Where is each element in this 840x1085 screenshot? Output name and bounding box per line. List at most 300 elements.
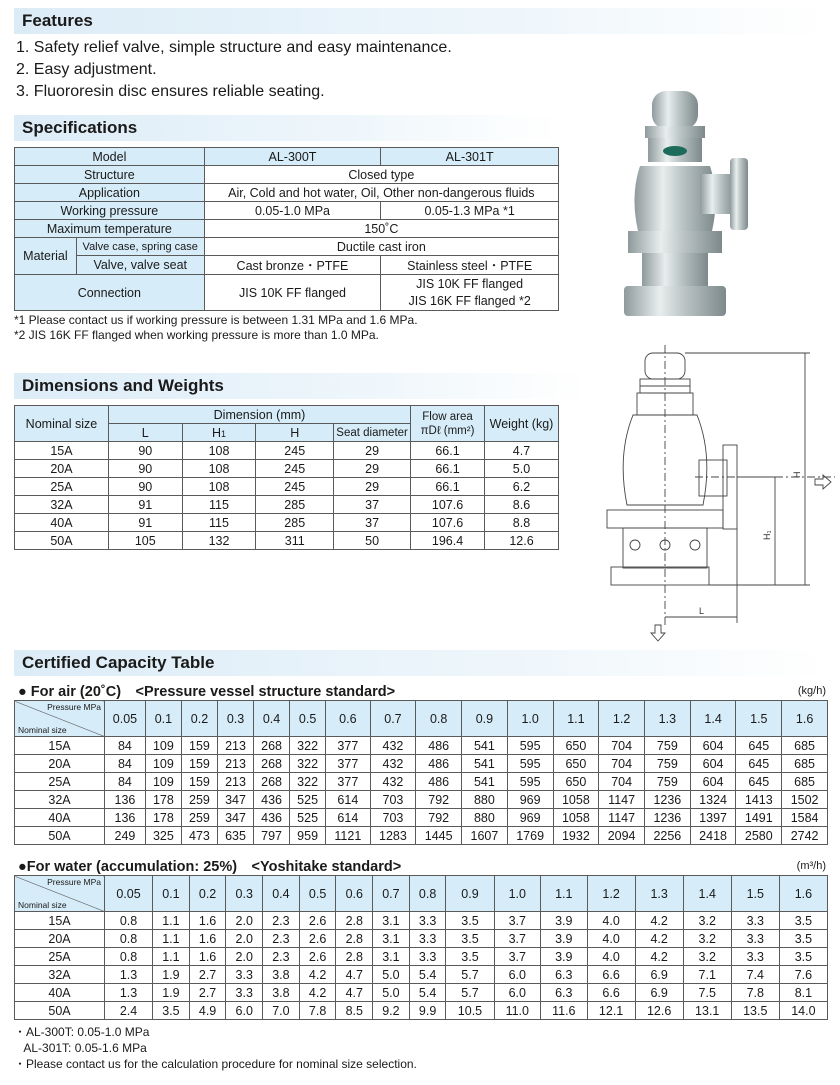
spec-connection-b1: JIS 10K FF flanged	[416, 276, 524, 291]
air-cell: 268	[254, 737, 290, 755]
water-cell: 3.8	[263, 984, 300, 1002]
air-cell: 2256	[644, 827, 690, 845]
air-cell: 704	[599, 755, 645, 773]
air-cell: 2580	[736, 827, 782, 845]
water-cell: 0.8	[105, 912, 153, 930]
water-cell: 13.5	[731, 1002, 779, 1020]
spec-maxtemp-value: 150˚C	[204, 220, 558, 238]
spec-connection-a: JIS 10K FF flanged	[204, 275, 381, 311]
air-pressure-header: 0.05	[105, 701, 146, 737]
water-cell: 7.8	[731, 984, 779, 1002]
water-cell: 2.0	[226, 912, 263, 930]
water-pressure-header: 1.0	[494, 876, 541, 912]
water-cell: 3.7	[494, 930, 541, 948]
valve-photo	[600, 86, 760, 336]
water-cell: 3.5	[446, 948, 494, 966]
spec-application-label: Application	[15, 184, 205, 202]
dim-cell: 196.4	[411, 532, 485, 550]
dim-cell: 8.6	[484, 496, 558, 514]
air-cell: 1491	[736, 809, 782, 827]
dim-col-L: L	[108, 424, 182, 442]
dim-cell: 245	[256, 442, 334, 460]
dim-cell: 29	[334, 442, 411, 460]
spec-case-value: Ductile cast iron	[204, 238, 558, 256]
dim-cell: 285	[256, 496, 334, 514]
water-cell: 3.2	[683, 930, 731, 948]
water-pressure-header: 0.7	[373, 876, 410, 912]
water-cell: 11.0	[494, 1002, 541, 1020]
water-cell: 8.1	[779, 984, 827, 1002]
dim-row	[15, 478, 559, 496]
dim-row-size: 25A	[15, 478, 109, 496]
water-pressure-header: 1.4	[683, 876, 731, 912]
feature-item-1: 1. Safety relief valve, simple structure and easy maintenance.	[16, 39, 452, 56]
water-cell: 3.2	[683, 948, 731, 966]
water-subheading: ●For water (accumulation: 25%) <Yoshitake standard>	[18, 859, 402, 875]
air-row	[15, 827, 828, 845]
water-cell: 6.9	[635, 984, 683, 1002]
air-row-size: 50A	[15, 827, 105, 845]
air-row	[15, 773, 828, 791]
air-cell: 432	[370, 755, 416, 773]
water-cell: 1.9	[153, 966, 190, 984]
water-cell: 6.6	[587, 966, 635, 984]
dim-col-H1	[182, 424, 256, 442]
dim-cell: 90	[108, 442, 182, 460]
air-cell: 436	[254, 791, 290, 809]
dim-cell: 66.1	[411, 478, 485, 496]
air-cell: 159	[181, 755, 217, 773]
air-row-size: 32A	[15, 791, 105, 809]
water-capacity-table	[14, 875, 828, 1020]
water-cell: 2.6	[299, 948, 336, 966]
air-pressure-header: 1.1	[553, 701, 599, 737]
water-cell: 3.2	[683, 912, 731, 930]
dim-cell: 245	[256, 460, 334, 478]
air-cell: 2742	[782, 827, 828, 845]
water-cell: 1.6	[189, 948, 226, 966]
air-cell: 635	[217, 827, 253, 845]
dim-cell: 90	[108, 460, 182, 478]
air-cell: 84	[105, 773, 146, 791]
dim-cell: 50	[334, 532, 411, 550]
air-pressure-header: 0.5	[290, 701, 326, 737]
dim-cell: 91	[108, 514, 182, 532]
air-pressure-header: 1.6	[782, 701, 828, 737]
water-cell: 1.6	[189, 912, 226, 930]
dim-cell: 311	[256, 532, 334, 550]
water-cell: 6.3	[541, 966, 588, 984]
features-heading: Features	[14, 8, 829, 34]
dim-row-size: 50A	[15, 532, 109, 550]
water-cell: 5.7	[446, 984, 494, 1002]
water-cell: 7.0	[263, 1002, 300, 1020]
water-cell: 3.7	[494, 912, 541, 930]
air-cell: 1058	[553, 809, 599, 827]
air-cell: 322	[290, 773, 326, 791]
water-cell: 4.0	[587, 948, 635, 966]
air-cell: 1058	[553, 791, 599, 809]
air-cell: 1445	[416, 827, 462, 845]
spec-connection-label: Connection	[15, 275, 205, 311]
dim-cell: 107.6	[411, 514, 485, 532]
dim-col-H: H	[256, 424, 334, 442]
air-cell: 969	[507, 809, 553, 827]
air-pressure-header: 0.2	[181, 701, 217, 737]
water-cell: 2.3	[263, 948, 300, 966]
dim-cell: 285	[256, 514, 334, 532]
drawing-label-H: H	[792, 471, 802, 478]
air-cell: 473	[181, 827, 217, 845]
spec-material-label: Material	[15, 238, 77, 275]
spec-structure-value: Closed type	[204, 166, 558, 184]
dimensions-table	[14, 405, 559, 550]
air-cell: 2418	[690, 827, 736, 845]
water-cell: 3.3	[731, 930, 779, 948]
dim-cell: 37	[334, 496, 411, 514]
dim-col-H1-main: H	[211, 425, 222, 440]
air-cell: 759	[644, 755, 690, 773]
dim-cell: 115	[182, 514, 256, 532]
air-cell: 109	[145, 737, 181, 755]
air-cell: 377	[326, 737, 370, 755]
spec-model-label: Model	[15, 148, 205, 166]
air-cell: 432	[370, 737, 416, 755]
air-cell: 1769	[507, 827, 553, 845]
water-cell: 1.3	[105, 966, 153, 984]
air-cell: 685	[782, 773, 828, 791]
water-cell: 3.1	[373, 930, 410, 948]
footnote-1: ・AL-300T: 0.05-1.0 MPa	[14, 1025, 150, 1039]
air-cell: 650	[553, 755, 599, 773]
water-cell: 4.2	[299, 966, 336, 984]
air-cell: 614	[326, 791, 370, 809]
air-cell: 969	[507, 791, 553, 809]
dim-cell: 108	[182, 442, 256, 460]
footnote-3: ・Please contact us for the calculation procedure for nominal size selection.	[14, 1057, 417, 1071]
dim-col-seat: Seat diameter	[334, 424, 411, 442]
air-corner-nominal: Nominal size	[18, 725, 67, 735]
water-cell: 7.6	[779, 966, 827, 984]
water-cell: 0.8	[105, 948, 153, 966]
water-pressure-header: 0.5	[299, 876, 336, 912]
water-cell: 3.9	[541, 912, 588, 930]
water-cell: 3.5	[446, 930, 494, 948]
air-cell: 645	[736, 737, 782, 755]
dim-cell: 6.2	[484, 478, 558, 496]
specifications-heading: Specifications	[14, 115, 559, 141]
air-corner-pressure: Pressure MPa	[47, 702, 101, 712]
air-cell: 1502	[782, 791, 828, 809]
air-row-size: 40A	[15, 809, 105, 827]
air-cell: 614	[326, 809, 370, 827]
air-cell: 322	[290, 737, 326, 755]
water-cell: 4.2	[635, 912, 683, 930]
air-cell: 377	[326, 755, 370, 773]
spec-note-2: *2 JIS 16K FF flanged when working pressure is more than 1.0 MPa.	[14, 328, 379, 342]
spec-connection-b2: JIS 16K FF flanged *2	[408, 293, 531, 308]
water-cell: 1.6	[189, 930, 226, 948]
air-pressure-header: 0.3	[217, 701, 253, 737]
water-cell: 4.7	[336, 966, 373, 984]
water-pressure-header: 0.8	[409, 876, 446, 912]
air-cell: 2094	[599, 827, 645, 845]
capacity-heading: Certified Capacity Table	[14, 650, 829, 676]
air-pressure-header: 1.3	[644, 701, 690, 737]
air-cell: 1236	[644, 809, 690, 827]
water-cell: 4.2	[299, 984, 336, 1002]
dim-cell: 105	[108, 532, 182, 550]
air-pressure-header: 0.6	[326, 701, 370, 737]
dim-row-size: 40A	[15, 514, 109, 532]
air-row	[15, 755, 828, 773]
air-cell: 1413	[736, 791, 782, 809]
water-cell: 12.1	[587, 1002, 635, 1020]
air-cell: 759	[644, 773, 690, 791]
water-cell: 5.0	[373, 966, 410, 984]
water-cell: 11.6	[541, 1002, 588, 1020]
air-cell: 1932	[553, 827, 599, 845]
water-cell: 3.5	[779, 948, 827, 966]
water-pressure-header: 0.6	[336, 876, 373, 912]
dim-dimension-header: Dimension (mm)	[108, 406, 410, 424]
water-corner-nominal: Nominal size	[18, 900, 67, 910]
dim-cell: 108	[182, 460, 256, 478]
water-pressure-header: 0.2	[189, 876, 226, 912]
water-cell: 4.0	[587, 912, 635, 930]
water-cell: 13.1	[683, 1002, 731, 1020]
water-cell: 6.3	[541, 984, 588, 1002]
water-row-size: 50A	[15, 1002, 105, 1020]
water-cell: 2.3	[263, 912, 300, 930]
water-cell: 4.0	[587, 930, 635, 948]
dim-cell: 4.7	[484, 442, 558, 460]
air-cell: 1584	[782, 809, 828, 827]
air-cell: 880	[462, 809, 508, 827]
water-cell: 2.0	[226, 948, 263, 966]
water-cell: 2.7	[189, 984, 226, 1002]
dim-row-size: 15A	[15, 442, 109, 460]
spec-structure-label: Structure	[15, 166, 205, 184]
water-pressure-header: 0.1	[153, 876, 190, 912]
water-corner-cell	[15, 876, 105, 912]
water-cell: 5.4	[409, 984, 446, 1002]
water-cell: 5.4	[409, 966, 446, 984]
air-cell: 525	[290, 791, 326, 809]
water-cell: 3.5	[446, 912, 494, 930]
air-cell: 436	[254, 809, 290, 827]
air-cell: 178	[145, 791, 181, 809]
water-row	[15, 930, 828, 948]
air-cell: 347	[217, 809, 253, 827]
water-cell: 7.8	[299, 1002, 336, 1020]
air-cell: 1121	[326, 827, 370, 845]
air-cell: 259	[181, 791, 217, 809]
water-cell: 6.0	[494, 966, 541, 984]
water-cell: 3.7	[494, 948, 541, 966]
dim-row-size: 32A	[15, 496, 109, 514]
water-cell: 2.3	[263, 930, 300, 948]
dim-cell: 37	[334, 514, 411, 532]
water-cell: 3.5	[779, 930, 827, 948]
dim-cell: 132	[182, 532, 256, 550]
air-cell: 650	[553, 737, 599, 755]
water-cell: 6.0	[494, 984, 541, 1002]
air-cell: 109	[145, 773, 181, 791]
footnote-2: AL-301T: 0.05-1.6 MPa	[14, 1041, 147, 1055]
air-pressure-header: 0.8	[416, 701, 462, 737]
air-pressure-header: 1.5	[736, 701, 782, 737]
dim-cell: 90	[108, 478, 182, 496]
air-cell: 486	[416, 755, 462, 773]
air-cell: 704	[599, 737, 645, 755]
water-cell: 3.3	[731, 912, 779, 930]
air-row	[15, 791, 828, 809]
air-cell: 685	[782, 755, 828, 773]
drawing-label-H1: H₁	[762, 530, 772, 540]
air-cell: 136	[105, 809, 146, 827]
feature-item-2: 2. Easy adjustment.	[16, 61, 157, 78]
spec-maxtemp-label: Maximum temperature	[15, 220, 205, 238]
air-cell: 704	[599, 773, 645, 791]
water-cell: 5.7	[446, 966, 494, 984]
spec-seat-label: Valve, valve seat	[76, 256, 204, 275]
air-cell: 541	[462, 773, 508, 791]
air-row	[15, 737, 828, 755]
spec-case-label: Valve case, spring case	[76, 238, 204, 256]
water-cell: 2.4	[105, 1002, 153, 1020]
water-row-size: 25A	[15, 948, 105, 966]
air-pressure-header: 0.4	[254, 701, 290, 737]
air-cell: 1607	[462, 827, 508, 845]
air-cell: 136	[105, 791, 146, 809]
dim-flow-header	[411, 406, 485, 442]
water-cell: 1.3	[105, 984, 153, 1002]
air-cell: 1147	[599, 809, 645, 827]
water-cell: 2.6	[299, 930, 336, 948]
water-cell: 3.9	[541, 930, 588, 948]
water-pressure-header: 1.1	[541, 876, 588, 912]
water-row	[15, 1002, 828, 1020]
air-cell: 1283	[370, 827, 416, 845]
water-row	[15, 966, 828, 984]
spec-seat-a: Cast bronze・PTFE	[204, 256, 381, 275]
air-cell: 604	[690, 755, 736, 773]
air-row	[15, 809, 828, 827]
water-row-size: 32A	[15, 966, 105, 984]
dim-row	[15, 460, 559, 478]
water-cell: 4.2	[635, 948, 683, 966]
air-cell: 159	[181, 737, 217, 755]
air-cell: 347	[217, 791, 253, 809]
air-cell: 645	[736, 773, 782, 791]
air-cell: 178	[145, 809, 181, 827]
water-cell: 2.8	[336, 948, 373, 966]
air-cell: 604	[690, 737, 736, 755]
water-cell: 7.1	[683, 966, 731, 984]
specifications-table	[14, 147, 559, 311]
water-cell: 8.5	[336, 1002, 373, 1020]
water-cell: 4.2	[635, 930, 683, 948]
water-cell: 7.5	[683, 984, 731, 1002]
air-pressure-header: 0.1	[145, 701, 181, 737]
water-cell: 1.9	[153, 984, 190, 1002]
air-cell: 541	[462, 737, 508, 755]
spec-seat-b: Stainless steel・PTFE	[381, 256, 559, 275]
dim-col-H1-sub: 1	[221, 428, 227, 439]
air-cell: 268	[254, 773, 290, 791]
spec-model-b: AL-301T	[381, 148, 559, 166]
water-cell: 3.3	[409, 930, 446, 948]
feature-item-3: 3. Fluororesin disc ensures reliable seating.	[16, 83, 325, 100]
dim-row	[15, 532, 559, 550]
air-cell: 84	[105, 737, 146, 755]
water-cell: 6.9	[635, 966, 683, 984]
air-cell: 159	[181, 773, 217, 791]
air-subheading: ● For air (20˚C) <Pressure vessel structure standard>	[18, 684, 396, 700]
air-unit: (kg/h)	[797, 685, 826, 697]
water-cell: 4.9	[189, 1002, 226, 1020]
air-cell: 486	[416, 773, 462, 791]
water-pressure-header: 1.5	[731, 876, 779, 912]
water-cell: 3.1	[373, 948, 410, 966]
air-cell: 213	[217, 773, 253, 791]
water-cell: 5.0	[373, 984, 410, 1002]
water-cell: 1.1	[153, 912, 190, 930]
dim-flow-label-1: Flow area	[422, 410, 473, 423]
air-cell: 486	[416, 737, 462, 755]
water-pressure-header: 0.05	[105, 876, 153, 912]
air-cell: 645	[736, 755, 782, 773]
air-cell: 213	[217, 737, 253, 755]
spec-pressure-a: 0.05-1.0 MPa	[204, 202, 381, 220]
dim-cell: 8.8	[484, 514, 558, 532]
water-cell: 2.7	[189, 966, 226, 984]
air-cell: 595	[507, 773, 553, 791]
air-cell: 792	[416, 791, 462, 809]
air-cell: 759	[644, 737, 690, 755]
water-cell: 3.5	[779, 912, 827, 930]
air-row-size: 15A	[15, 737, 105, 755]
air-cell: 703	[370, 791, 416, 809]
air-pressure-header: 0.9	[462, 701, 508, 737]
water-corner-pressure: Pressure MPa	[47, 877, 101, 887]
spec-application-value: Air, Cold and hot water, Oil, Other non-dangerous fluids	[204, 184, 558, 202]
air-cell: 685	[782, 737, 828, 755]
air-pressure-header: 1.4	[690, 701, 736, 737]
water-pressure-header: 1.6	[779, 876, 827, 912]
dim-cell: 245	[256, 478, 334, 496]
water-unit: (m³/h)	[796, 860, 826, 872]
air-cell: 703	[370, 809, 416, 827]
water-cell: 3.3	[409, 912, 446, 930]
air-pressure-header: 0.7	[370, 701, 416, 737]
water-cell: 3.9	[541, 948, 588, 966]
water-cell: 3.1	[373, 912, 410, 930]
water-cell: 3.5	[153, 1002, 190, 1020]
air-cell: 377	[326, 773, 370, 791]
water-cell: 3.3	[226, 984, 263, 1002]
air-cell: 1397	[690, 809, 736, 827]
spec-pressure-b: 0.05-1.3 MPa *1	[381, 202, 559, 220]
water-cell: 2.8	[336, 912, 373, 930]
water-cell: 3.3	[731, 948, 779, 966]
air-pressure-header: 1.0	[507, 701, 553, 737]
dim-cell: 107.6	[411, 496, 485, 514]
water-cell: 6.6	[587, 984, 635, 1002]
air-cell: 525	[290, 809, 326, 827]
water-header-row	[15, 876, 828, 912]
